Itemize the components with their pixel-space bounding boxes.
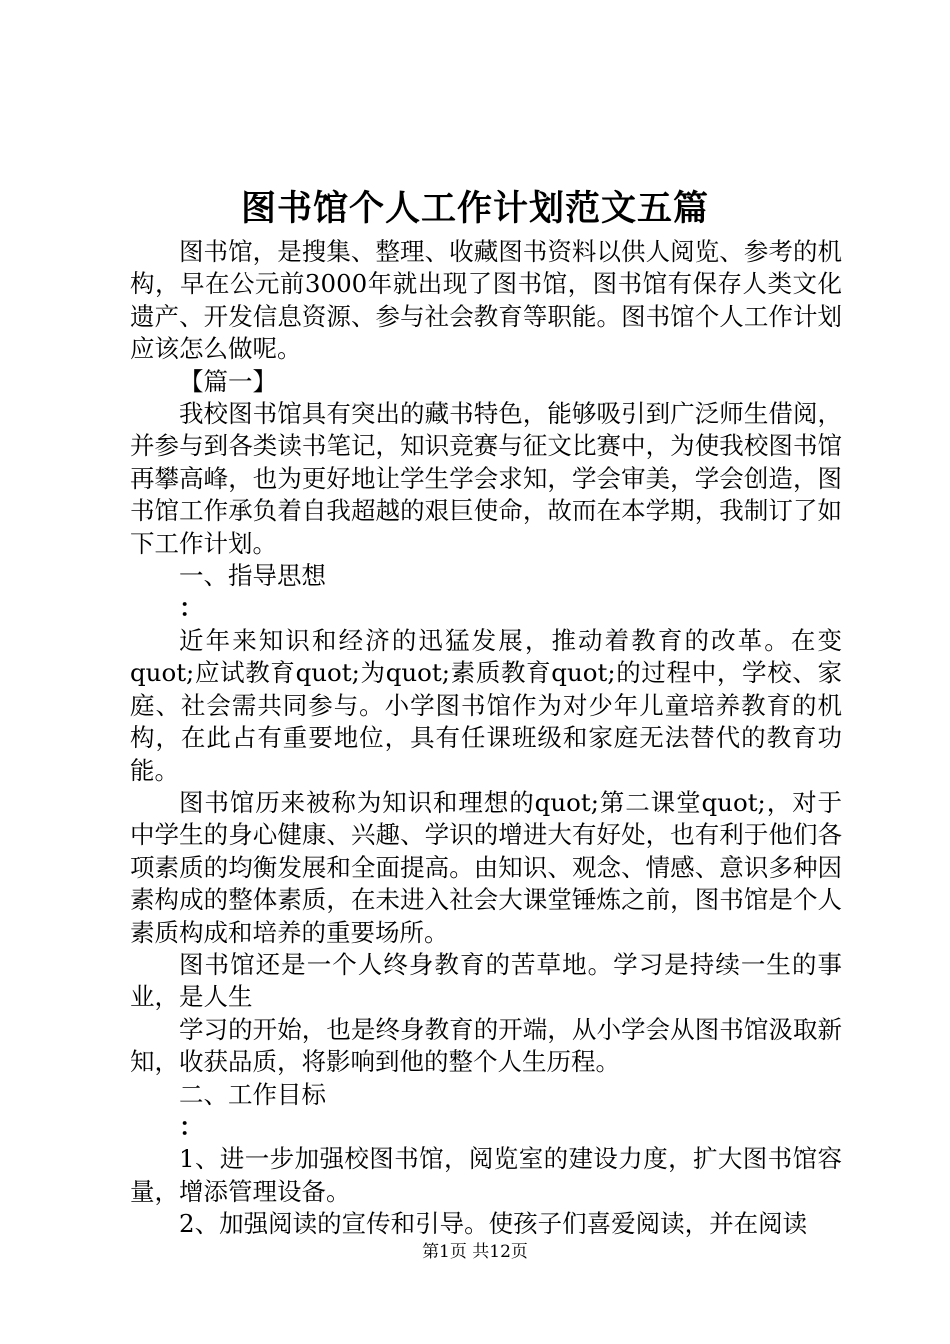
page-title: 图书馆个人工作计划范文五篇 <box>240 188 709 229</box>
list-item-goal-1: 1、进一步加强校图书馆，阅览室的建设力度，扩大图书馆容量，增添管理设备。 <box>130 1144 842 1206</box>
paragraph-lifelong-education: 图书馆还是一个人终身教育的苦草地。学习是持续一生的事业，是人生 <box>130 949 842 1012</box>
list-item-goal-2: 2、加强阅读的宣传和引导。使孩子们喜爱阅读，并在阅读 <box>179 1209 808 1239</box>
paragraph-education-reform: 近年来知识和经济的迅猛发展，推动着教育的改革。在变quot;应试教育quot;为quot;素质教育quot;的过程中，学校、家庭、社会需共同参与。小学图书馆作为对少年儿童培养教育的机构，在此占有重要地位，具有任课班级和家庭无法替代的教育功能。 <box>130 625 842 785</box>
document-body <box>130 236 842 1241</box>
heading-guiding-thought: 一、指导思想 <box>179 561 326 591</box>
paragraph-learning-start: 学习的开始，也是终身教育的开端，从小学会从图书馆汲取新知，收获品质，将影响到他的整个人生历程。 <box>130 1014 842 1077</box>
section-label-part-one: 【篇一】 <box>179 366 277 396</box>
paragraph-second-classroom: 图书馆历来被称为知识和理想的quot;第二课堂quot;，对于中学生的身心健康、兴趣、学识的增进大有好处，也有利于他们各项素质的均衡发展和全面提高。由知识、观念、情感、意识多种因素构成的整体素质，在未进入社会大课堂锤炼之前，图书馆是个人素质构成和培养的重要场所。 <box>130 787 842 947</box>
heading-work-goals: 二、工作目标 <box>179 1079 326 1109</box>
colon-line: ： <box>179 1111 204 1141</box>
paragraph-intro: 图书馆，是搜集、整理、收藏图书资料以供人阅览、参考的机构，早在公元前3000年就出现了图书馆，图书馆有保存人类文化遗产、开发信息资源、参与社会教育等职能。图书馆个人工作计划应该怎么做呢。 <box>130 237 842 364</box>
page-footer: 第1页 共12页 <box>422 1242 528 1262</box>
paragraph-part-one-intro: 我校图书馆具有突出的藏书特色，能够吸引到广泛师生借阅，并参与到各类读书笔记，知识竞赛与征文比赛中，为使我校图书馆再攀高峰，也为更好地让学生学会求知，学会审美，学会创造，图书馆工作承负着自我超越的艰巨使命，故而在本学期，我制订了如下工作计划。 <box>130 399 842 558</box>
colon-line: ： <box>179 593 204 623</box>
